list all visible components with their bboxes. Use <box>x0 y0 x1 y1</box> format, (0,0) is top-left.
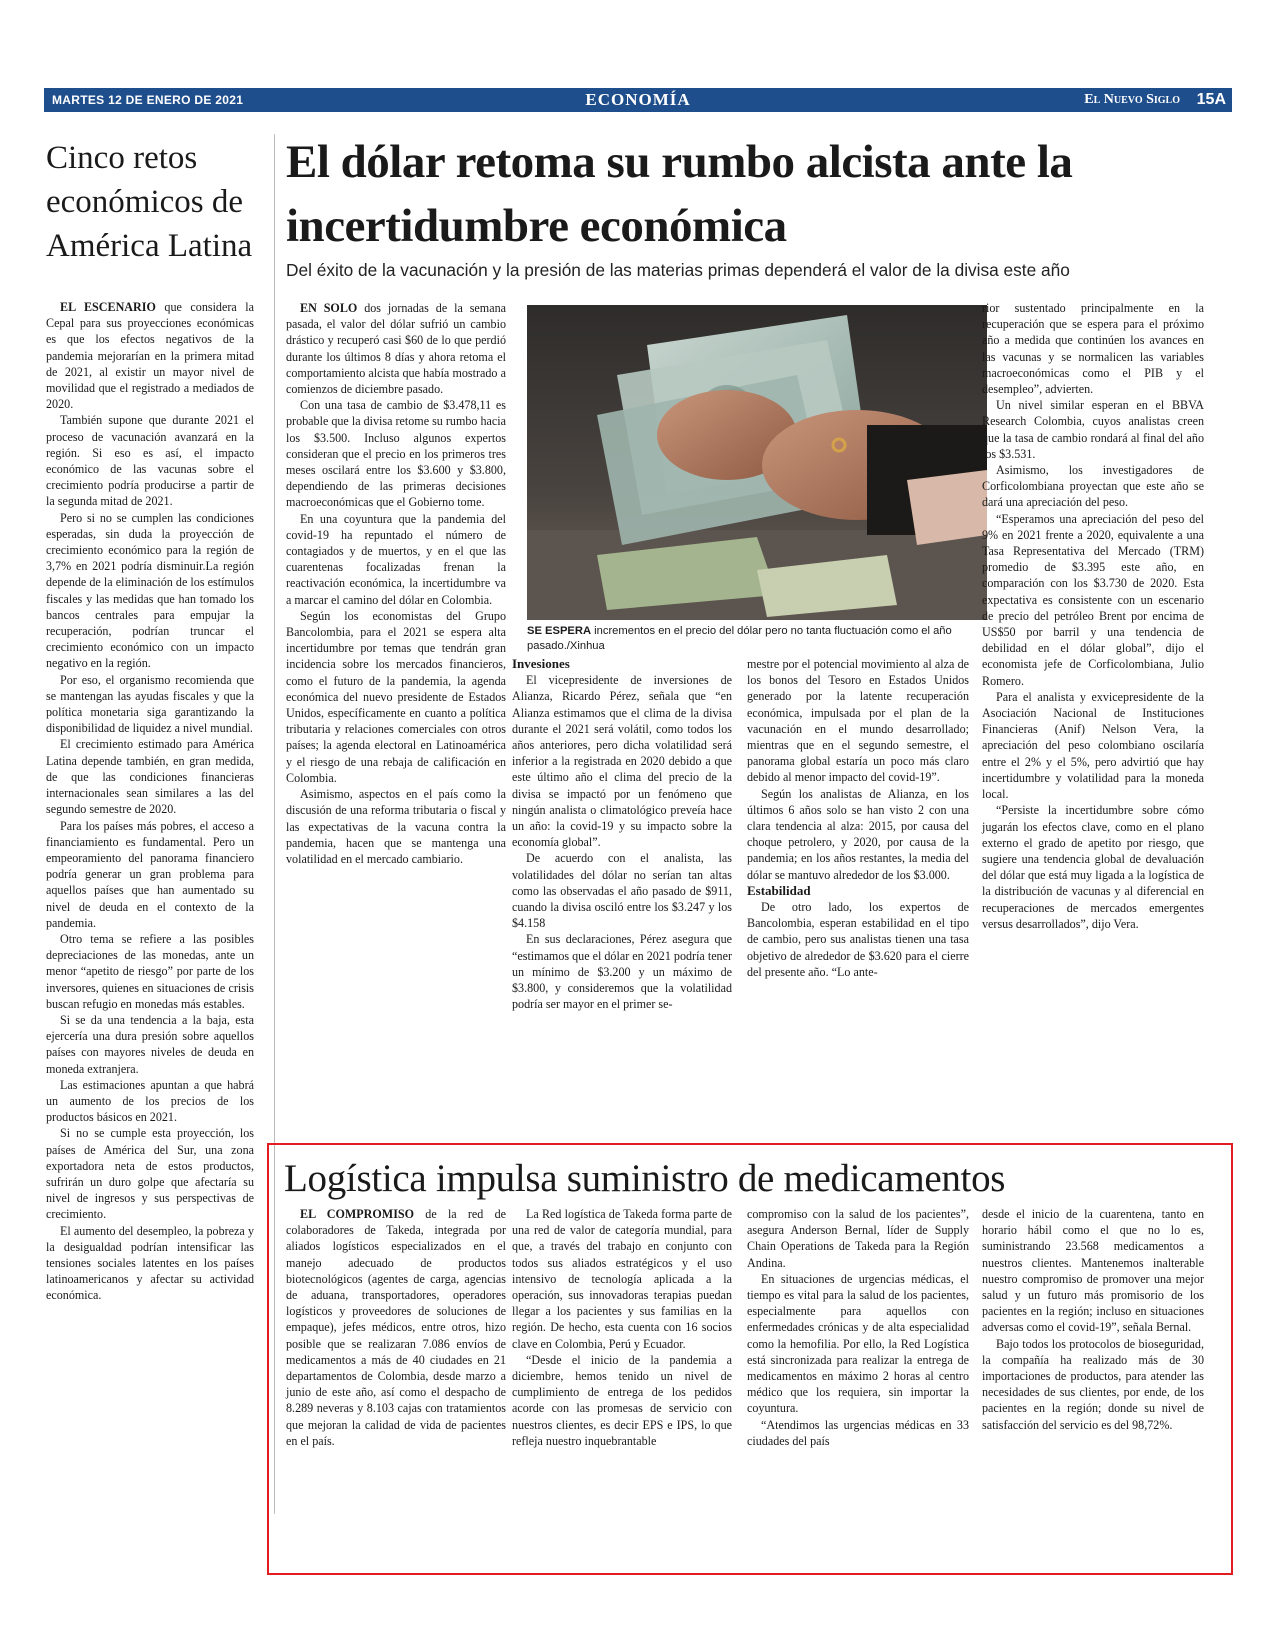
page-number: 15A <box>1196 91 1226 108</box>
main-column-3 <box>747 656 969 980</box>
paragraph-text: En sus declaraciones, Pérez asegura que “estimamos que el dólar en 2021 podría tener un mínimo de $3.200 y un máximo de $3.800, y consideremos que la volatilidad podría ser mayor en el primer se- <box>512 932 732 1012</box>
paragraph-text: rior sustentado principalmente en la recuperación que se espera para el próximo año a medida que continúen los avances en las vacunas y se normalicen las variables macroeconómicas como el PIB y el desempleo”, advierten. <box>982 301 1204 397</box>
paragraph <box>512 672 732 850</box>
paragraph-text: “Desde el inicio de la pandemia a diciembre, hemos tenido un nivel de cumplimiento de entrega de los pedidos acorde con las promesas de servicio con nuestros clientes, es decir EPS e IPS, lo que refleja nuestro inquebrantable <box>512 1352 732 1448</box>
paragraph <box>512 850 732 931</box>
paragraph <box>46 299 254 412</box>
paragraph-kicker: EL COMPROMISO <box>300 1207 415 1221</box>
sidebar-body <box>46 299 254 1304</box>
paragraph-text: Bajo todos los protocolos de bioseguridad, la compañía ha realizado más de 30 importaciones de productos, para atender las necesidades de sus clientes, por ende, de los pacientes en la región; donde su nivel de satisfacción del servicio es del 98,72%. <box>982 1336 1204 1432</box>
paragraph <box>747 786 969 883</box>
paragraph-text: El vicepresidente de inversiones de Alianza, Ricardo Pérez, señala que “en Alianza estimamos que el clima de la divisa durante el 2021 será volátil, como todos los años anteriores, pero dicha volatilidad será inferior a la registrada en 2020 debido a que este último año el clima del precio de la divisa se impactó por un fenómeno que ningún analista o climatológico preveía hace un año: la covid-19 y su impacto sobre la economía global”. <box>512 673 732 850</box>
paragraph-text: De acuerdo con el analista, las volatilidades del dólar no serían tan altas como las observadas el año pasado de $911, cuando la divisa osciló entre los $3.247 y los $4.158 <box>512 851 732 931</box>
box-column-2 <box>512 1206 732 1449</box>
paragraph-text: Con una tasa de cambio de $3.478,11 es probable que la divisa retome su rumbo hacia los $3.500. Incluso algunos expertos consideran que el precio en los primeros tres meses oscilará entre los $3.600 y $3.800, dependiendo de las primeras decisiones macroeconómicas que el Gobierno tome. <box>286 398 506 510</box>
paragraph <box>512 931 732 1012</box>
paragraph <box>512 1206 732 1352</box>
paragraph-text: Para el analista y exvicepresidente de la Asociación Nacional de Instituciones Financieras (Anif) Nelson Vera, la apreciación del peso colombiano oscilaría entre el 2% y el 5%, pero advirtió que hay incertidumbre y volatilidad para la moneda local. <box>982 689 1204 802</box>
paragraph-text: El aumento del desempleo, la pobreza y la desigualdad podrían intensificar las tensiones sociales latentes en los países latinoamericanos y afectar su actividad económica. <box>46 1223 254 1303</box>
paragraph <box>982 689 1204 802</box>
paragraph <box>286 300 506 397</box>
paragraph-text: de la red de colaboradores de Takeda, integrada por aliados logísticos especializados en el manejo adecuado de productos biotecnológicos (agentes de carga, agencias de aduana, transportadores, operadores logísticos y proveedores de soluciones de empaque), jefes médicos, entre otros, hizo posible que se realizaran 7.086 envíos de medicamentos a más de 40 ciudades en 21 departamentos de Colombia, desde marzo a junio de este año, así como el despacho de 8.289 neveras y 8.103 cajas con tratamientos que mejoran la calidad de vida de pacientes en el país. <box>286 1207 507 1448</box>
paragraph-text: Las estimaciones apuntan a que habrá un aumento de los precios de los productos básicos en 2021. <box>46 1077 254 1125</box>
paragraph <box>46 510 254 672</box>
paragraph <box>982 511 1204 689</box>
paragraph <box>982 1336 1204 1433</box>
main-column-2 <box>512 656 732 1012</box>
main-column-1 <box>286 300 506 867</box>
paragraph <box>512 1352 732 1449</box>
paragraph-text: dos jornadas de la semana pasada, el valor del dólar sufrió un cambio drástico y recuperó casi $60 de lo que perdió durante los últimos 8 días y ahora retoma el comportamiento alcista que había mostrado a comienzos de diciembre pasado. <box>286 301 506 397</box>
paragraph <box>747 1206 969 1271</box>
paragraph <box>46 412 254 509</box>
paragraph <box>46 931 254 1012</box>
dollar-photo <box>527 305 987 620</box>
paragraph-text: Si se da una tendencia a la baja, esta ejercería una dura presión sobre aquellos países con mayores niveles de deuda en moneda extranjera. <box>46 1012 254 1076</box>
paragraph-text: En una coyuntura que la pandemia del covid-19 ha repuntado el número de contagiados y de muertos, y en el que las cuarentenas focalizadas frenan la reactivación económica, la incertidumbre va a marcar el camino del dólar en Colombia. <box>286 511 506 607</box>
paragraph-text: Por eso, el organismo recomienda que se mantengan las ayudas fiscales y que la política monetaria siga garantizando la disponibilidad de liquidez a nivel mundial. <box>46 672 254 736</box>
paragraph <box>46 818 254 931</box>
main-headline: El dólar retoma su rumbo alcista ante la incertidumbre económica <box>286 136 1073 252</box>
paragraph-text: “Persiste la incertidumbre sobre cómo jugarán los efectos clave, como en el plano externo el grado de apetito por riesgo, que sugiere una tendencia global de devaluación del dólar que está muy ligada a la logística de la distribución de vacunas y al diferencial en recuperaciones de mercados emergentes versus desarrollados”, dijo Vera. <box>982 803 1204 931</box>
paragraph-text: De otro lado, los expertos de Bancolombia, esperan estabilidad en el tipo de cambio, pero sus analistas tienen una tasa objetivo de alrededor de $3.620 para el cierre del presente año. “Lo ante- <box>747 900 969 979</box>
paragraph-text: mestre por el potencial movimiento al alza de los bonos del Tesoro en Estados Unidos generado por la latente recuperación económica, impulsada por el plan de la vacunación en el mundo desarrollado; mientras que en el segundo semestre, el panorama global estaría un poco más claro debido al menor impacto del covid-19”. <box>747 657 969 785</box>
paragraph-text: El crecimiento estimado para América Latina depende también, en gran medida, de que las condiciones financieras internacionales sean similares a las del segundo semestre de 2020. <box>46 737 254 817</box>
paragraph-text: Un nivel similar esperan en el BBVA Research Colombia, cuyos analistas creen que la tasa de cambio rondará al final del año los $3.531. <box>982 398 1204 461</box>
paragraph-text: La Red logística de Takeda forma parte de una red de valor de categoría mundial, para que, a través del trabajo en conjunto con todos sus aliados estratégicos y el uso intensivo de tecnología aplicada a la operación, sus innovadoras terapias puedan llegar a los pacientes y sus familias en la región. De hecho, esta cuenta con 16 socios clave en Colombia, Perú y Ecuador. <box>512 1207 732 1351</box>
paragraph-text: desde el inicio de la cuarentena, tanto en horario hábil como el que no lo es, suministrando 23.568 medicamentos a nuestros clientes. Mantenemos inalterable nuestro compromiso de promover una mejor salud y un futuro más promisorio de los pacientes en la región; incluso en situaciones adversas como el covid-19”, señala Bernal. <box>982 1207 1204 1335</box>
paragraph-text: compromiso con la salud de los pacientes”, asegura Anderson Bernal, líder de Supply Chain Operations de Takeda para la Región Andina. <box>747 1207 969 1270</box>
subheading: Invesiones <box>512 656 570 671</box>
paragraph <box>286 608 506 786</box>
caption-kicker: SE ESPERA <box>527 625 592 637</box>
paragraph <box>286 1206 506 1449</box>
paragraph <box>46 1012 254 1077</box>
newspaper-brand: El Nuevo Siglo <box>1084 92 1180 107</box>
paragraph <box>982 1206 1204 1336</box>
paragraph-text: Asimismo, los investigadores de Corficolombiana proyectan que este año se dará una apreciación del peso. <box>982 463 1204 510</box>
caption-text: incrementos en el precio del dólar pero no tanta fluctuación como el año pasado./Xinhua <box>527 625 952 652</box>
paragraph-kicker: EN SOLO <box>300 301 358 315</box>
photo-caption <box>527 624 987 654</box>
paragraph <box>982 462 1204 511</box>
paragraph <box>46 1077 254 1126</box>
paragraph <box>286 786 506 867</box>
paragraph-text: También supone que durante 2021 el proceso de vacunación avanzará en la región. Si eso es así, el impacto económico de las vacunas sobre el crecimiento podría producirse a partir de la segunda mitad de 2021. <box>46 413 254 509</box>
paragraph-kicker: EL ESCENARIO <box>60 300 156 314</box>
paragraph <box>46 1223 254 1304</box>
paragraph <box>747 899 969 980</box>
paragraph-text: Según los economistas del Grupo Bancolombia, para el 2021 se espera alta incertidumbre por temas que tendrán gran incidencia sobre los mercados financieros, como el futuro de la pandemia, la agenda económica del nuevo presidente de Estados Unidos, específicamente en cuanto a política tributaria y relaciones comerciales con otros países; la agenda electoral en Latinoamérica y el riesgo de una rebaja de calificación en Colombia. <box>286 608 506 785</box>
section-name: ECONOMÍA <box>585 90 691 109</box>
paragraph-text: Pero si no se cumplen las condiciones esperadas, sin duda la proyección de crecimiento económico para la región de 3,7% en 2021 podría disminuir.La región depende de la eliminación de los estímulos fiscales y las medidas que han tomado los bancos centrales para empujar la recuperación, podrían truncar el crecimiento económico con un impacto negativo en la región. <box>46 510 254 671</box>
paragraph-text: Otro tema se refiere a las posibles depreciaciones de las monedas, ante un menor “apetito de riesgo” por parte de los inversores, quienes en situaciones de crisis buscan refugio en monedas más estables. <box>46 931 254 1011</box>
paragraph-text: “Esperamos una apreciación del peso del 9% en 2021 frente a 2020, equivalente a una Tasa Representativa del Mercado (TRM) promedio de $3.395 este año, en comparación con los $3.730 de 2020. Esta expectativa es consistente con un escenario de precio del petróleo Brent por encima de US$50 por barril y una tendencia de debilidad en el dólar global”, dijo el economista jefe de Corficolombiana, Julio Romero. <box>982 511 1204 688</box>
paragraph <box>286 397 506 510</box>
main-column-4 <box>982 300 1204 932</box>
main-deck: Del éxito de la vacunación y la presión de las materias primas dependerá el valor de la divisa este año <box>286 260 1070 280</box>
subheading: Estabilidad <box>747 882 811 898</box>
paragraph-text: Para los países más pobres, el acceso a financiamiento es fundamental. Pero un empeoramiento del panorama financiero podría generar un gran problema para aquellos países que han aumentado su nivel de deuda en el contexto de la pandemia. <box>46 818 254 930</box>
box-column-4 <box>982 1206 1204 1433</box>
paragraph <box>46 736 254 817</box>
paragraph-text: Asimismo, aspectos en el país como la discusión de una reforma tributaria o fiscal y las expectativas de la vacuna contra la pandemia, hacen que se mantenga una volatilidad en el mercado cambiario. <box>286 787 506 866</box>
boxed-article-title: Logística impulsa suministro de medicamentos <box>284 1157 1006 1200</box>
paragraph <box>982 802 1204 932</box>
paragraph-text: Según los analistas de Alianza, en los últimos 6 años solo se han visto 2 con una clara tendencia al alza: 2015, por causa del choque petrolero, y 2020, por causa de la pandemia; en los años restantes, la media del dólar se mantuvo alrededor de los $3.000. <box>747 786 969 882</box>
box-column-1 <box>286 1206 506 1449</box>
paragraph <box>747 1271 969 1417</box>
paragraph <box>286 511 506 608</box>
header-bar <box>44 88 1232 112</box>
issue-date: MARTES 12 DE ENERO DE 2021 <box>52 93 244 107</box>
paragraph-text: Si no se cumple esta proyección, los países de América del Sur, una zona exportadora neta de estos productos, sufrirán un duro golpe que afectaría su nivel de ingresos y sus perspectivas de crecimiento. <box>46 1126 254 1222</box>
paragraph <box>46 1125 254 1222</box>
box-column-3 <box>747 1206 969 1449</box>
paragraph <box>747 656 969 786</box>
paragraph-text: En situaciones de urgencias médicas, el tiempo es vital para la salud de los pacientes, especialmente para aquellos con enfermedades crónicas y de alta especialidad como la hemofilia. Por ello, la Red Logística está sincronizada para realizar la entrega de medicamentos en máximo 2 horas al centro médico que los requiera, sin importar la coyuntura. <box>747 1271 969 1416</box>
paragraph-text: que considera la Cepal para sus proyecciones económicas es que los efectos negativos de la pandemia mejorarían en la primera mitad de 2021, al existir un mayor nivel de movilidad que el registrado a mediados de 2020. <box>46 300 254 412</box>
paragraph-text: “Atendimos las urgencias médicas en 33 ciudades del país <box>747 1417 969 1448</box>
photo-hands-counting-dollars <box>527 305 987 620</box>
paragraph <box>982 397 1204 462</box>
paragraph <box>46 672 254 737</box>
paragraph <box>747 1417 969 1449</box>
sidebar-title: Cinco retos económicos de América Latina <box>46 140 253 264</box>
paragraph <box>982 300 1204 397</box>
